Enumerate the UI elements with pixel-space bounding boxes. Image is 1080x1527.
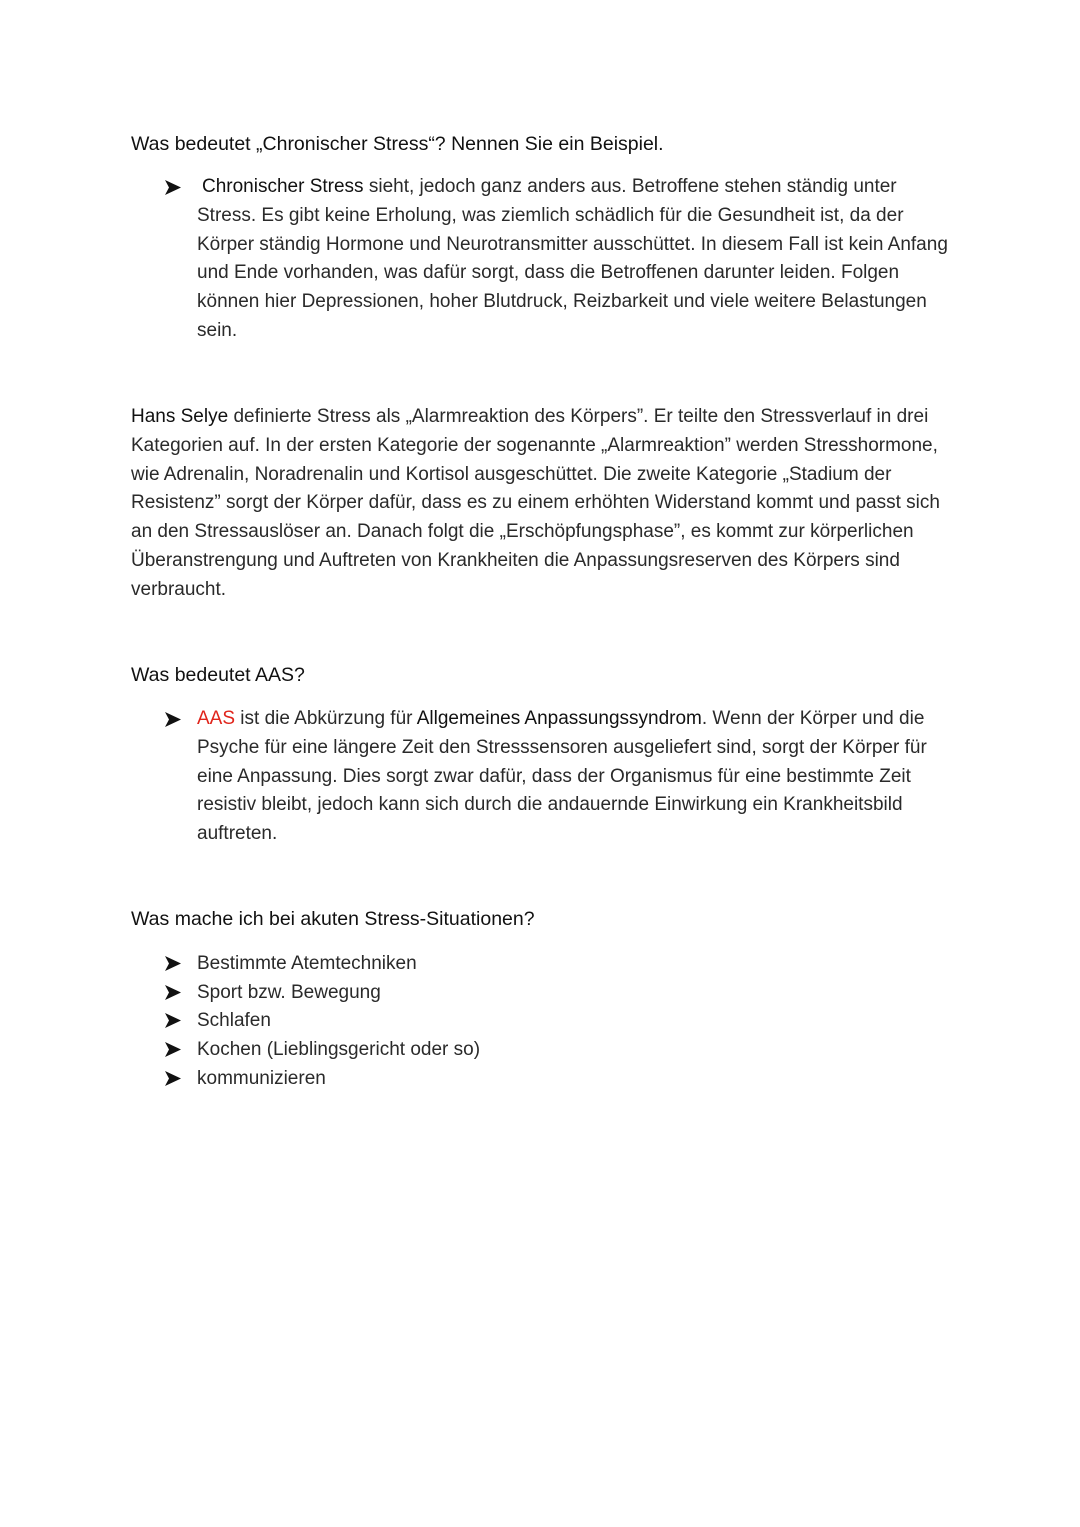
arrow-bullet-icon (165, 705, 181, 734)
list-item-label: Sport bzw. Bewegung (197, 982, 381, 1003)
question-aas: Was bedeutet AAS? (131, 664, 305, 686)
answer-paragraph (197, 173, 957, 346)
term-anpassungssyndrom: Allgemeines Anpassungssyndrom (416, 708, 702, 729)
list-item (165, 1035, 665, 1064)
question-chronic-stress: Was bedeutet „Chronischer Stress“? Nennen Sie ein Beispiel. (131, 133, 664, 155)
list-item-label: kommunizieren (197, 1068, 326, 1089)
arrow-bullet-icon (165, 949, 181, 978)
list-item-label: Kochen (Lieblingsgericht oder so) (197, 1039, 481, 1060)
arrow-bullet-icon (165, 173, 181, 202)
list-item (165, 1006, 665, 1035)
list-item (165, 949, 665, 978)
arrow-bullet-icon (165, 1006, 181, 1035)
arrow-bullet-icon (165, 978, 181, 1007)
list-item (165, 978, 665, 1007)
question-acute-stress: Was mache ich bei akuten Stress-Situationen? (131, 908, 535, 930)
aas-paragraph (197, 705, 957, 849)
aas-text-b: . Wenn der Körper und die Psyche für eine längere Zeit den Stresssensoren ausgeliefert sind, sorgt der Körper für eine Anpassung. Dies sorgt zwar dafür, dass der Organismus für eine bestimmte Zeit resistiv bleibt, jedoch kann sich durch die andauernde Einwirkung ein Krankheitsbild auftreten. (197, 708, 927, 845)
selye-text: definierte Stress als „Alarmreaktion des Körpers”. Er teilte den Stressverlauf in drei Kategorien auf. In der ersten Kategorie der sogenannte „Alarmreaktion” werden Stresshormone, wie Adrenalin, Noradrenalin und Kortisol ausgeschüttet. Die zweite Kategorie „Stadium der Resistenz” sorgt der Körper dafür, dass es zu einem erhöhten Widerstand kommt und passt sich an den Stressauslöser an. Danach folgt die „Erschöpfungsphase”, es kommt zur körperlichen Überanstrengung und Auftreten von Krankheiten die Anpassungsreserven des Körpers sind verbraucht. (131, 406, 940, 600)
arrow-bullet-icon (165, 1035, 181, 1064)
selye-paragraph (131, 403, 961, 605)
list-item (165, 1064, 665, 1093)
answer-aas (165, 705, 955, 850)
term-aas: AAS (197, 708, 236, 729)
aas-text-a: ist die Abkürzung für (235, 708, 417, 729)
term-chronic-stress: Chronischer Stress (202, 176, 364, 197)
arrow-bullet-icon (165, 1064, 181, 1093)
answer-text: sieht, jedoch ganz anders aus. Betroffene stehen ständig unter Stress. Es gibt keine Erholung, was ziemlich schädlich für die Gesundheit ist, da der Körper ständig Hormone und Neurotransmitter ausschüttet. In diesem Fall ist kein Anfang und Ende vorhanden, was dafür sorgt, dass die Betroffenen darunter leiden. Folgen können hier Depressionen, hoher Blutdruck, Reizbarkeit und viele weitere Belastungen sein. (197, 176, 948, 341)
term-hans-selye: Hans Selye (131, 406, 229, 427)
list-item-label: Schlafen (197, 1010, 271, 1031)
answer-chronic-stress (165, 173, 955, 348)
list-item-label: Bestimmte Atemtechniken (197, 953, 417, 974)
